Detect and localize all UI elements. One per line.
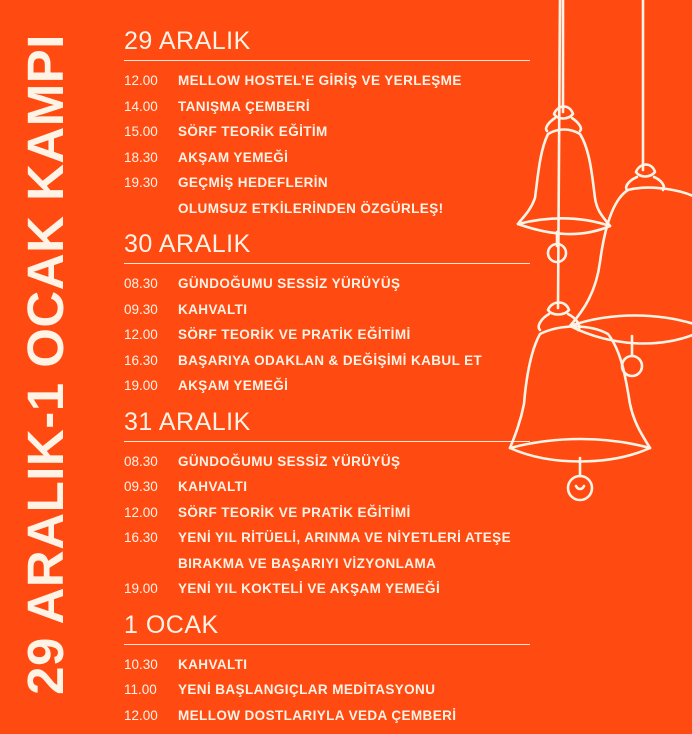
time: 11.00 (124, 682, 157, 697)
time: 08.30 (124, 276, 158, 291)
time: 14.00 (124, 98, 158, 114)
schedule-row (124, 119, 544, 145)
event: TANIŞMA ÇEMBERİ (178, 98, 310, 114)
time: 19.30 (124, 175, 158, 190)
divider (124, 644, 530, 645)
time: 08.30 (124, 453, 158, 469)
event: AKŞAM YEMEĞİ (178, 378, 289, 393)
schedule-row (124, 525, 544, 551)
bell-icon (518, 107, 610, 263)
divider (124, 441, 530, 442)
camp-title: 29 ARALIK-1 OCAK KAMPI (16, 33, 74, 695)
schedule-row (124, 297, 544, 323)
event: GÜNDOĞUMU SESSİZ YÜRÜYÜŞ (178, 453, 401, 469)
vertical-title (4, 20, 86, 708)
time: 16.30 (124, 530, 158, 545)
schedule (124, 24, 544, 734)
event: BAŞARIYA ODAKLAN & DEĞİŞİMİ KABUL ET (178, 352, 483, 368)
time: 18.30 (124, 149, 158, 165)
event: AKŞAM YEMEĞİ (178, 149, 289, 165)
time: 09.30 (124, 479, 158, 494)
event: SÖRF TEORİK VE PRATİK EĞİTİMİ (178, 504, 411, 520)
schedule-row (124, 94, 544, 120)
time: 12.00 (124, 327, 158, 342)
schedule-row (124, 348, 544, 374)
day-section-31-aralik (124, 405, 544, 602)
day-title: 30 ARALIK (124, 230, 251, 258)
time: 16.30 (124, 352, 158, 368)
schedule-row-continued (124, 551, 544, 577)
event: MELLOW DOSTLARIYLA VEDA ÇEMBERİ (178, 707, 457, 723)
time: 19.00 (124, 378, 158, 393)
day-section-29-aralik (124, 24, 544, 221)
event: GÜNDOĞUMU SESSİZ YÜRÜYÜŞ (178, 276, 401, 291)
time: 12.00 (124, 73, 158, 88)
day-title: 31 ARALIK (124, 407, 251, 436)
time: 19.00 (124, 581, 158, 596)
schedule-row (124, 145, 544, 171)
schedule-row (124, 576, 544, 602)
schedule-row-continued (124, 196, 544, 222)
event: YENİ YIL KOKTELİ VE AKŞAM YEMEĞİ (178, 581, 441, 596)
day-section-1-ocak (124, 608, 544, 729)
schedule-row (124, 500, 544, 526)
event-continued: OLUMSUZ ETKİLERİNDEN ÖZGÜRLEŞ! (178, 200, 444, 216)
day-title: 1 OCAK (124, 610, 219, 639)
event: KAHVALTI (178, 301, 248, 317)
schedule-row (124, 652, 544, 678)
time: 12.00 (124, 707, 158, 723)
schedule-row (124, 322, 544, 348)
time: 09.30 (124, 301, 158, 317)
bell-icon (510, 303, 650, 501)
time: 10.30 (124, 656, 158, 672)
event: GEÇMİŞ HEDEFLERİN (178, 175, 329, 190)
divider (124, 60, 530, 61)
event: YENİ YIL RİTÜELİ, ARINMA VE NİYETLERİ ATEŞE (178, 530, 511, 545)
schedule-row (124, 449, 544, 475)
schedule-row (124, 677, 544, 703)
schedule-row (124, 170, 544, 196)
event: YENİ BAŞLANGIÇLAR MEDİTASYONU (178, 682, 436, 697)
schedule-row (124, 68, 544, 94)
time: 12.00 (124, 504, 158, 520)
hanging-bells-illustration (500, 0, 692, 718)
day-title: 29 ARALIK (124, 27, 251, 55)
event: KAHVALTI (178, 656, 248, 672)
divider (124, 263, 530, 264)
time: 15.00 (124, 124, 158, 139)
event: SÖRF TEORİK VE PRATİK EĞİTİMİ (178, 327, 411, 342)
schedule-row (124, 703, 544, 729)
schedule-row (124, 373, 544, 399)
schedule-row (124, 271, 544, 297)
event: KAHVALTI (178, 479, 248, 494)
event-continued: BIRAKMA VE BAŞARIYI VİZYONLAMA (178, 555, 437, 571)
event: SÖRF TEORİK EĞİTİM (178, 124, 328, 139)
schedule-row (124, 474, 544, 500)
event: MELLOW HOSTEL’E GİRİŞ VE YERLEŞME (178, 73, 462, 88)
day-section-30-aralik (124, 227, 544, 399)
bell-icon (570, 165, 692, 377)
